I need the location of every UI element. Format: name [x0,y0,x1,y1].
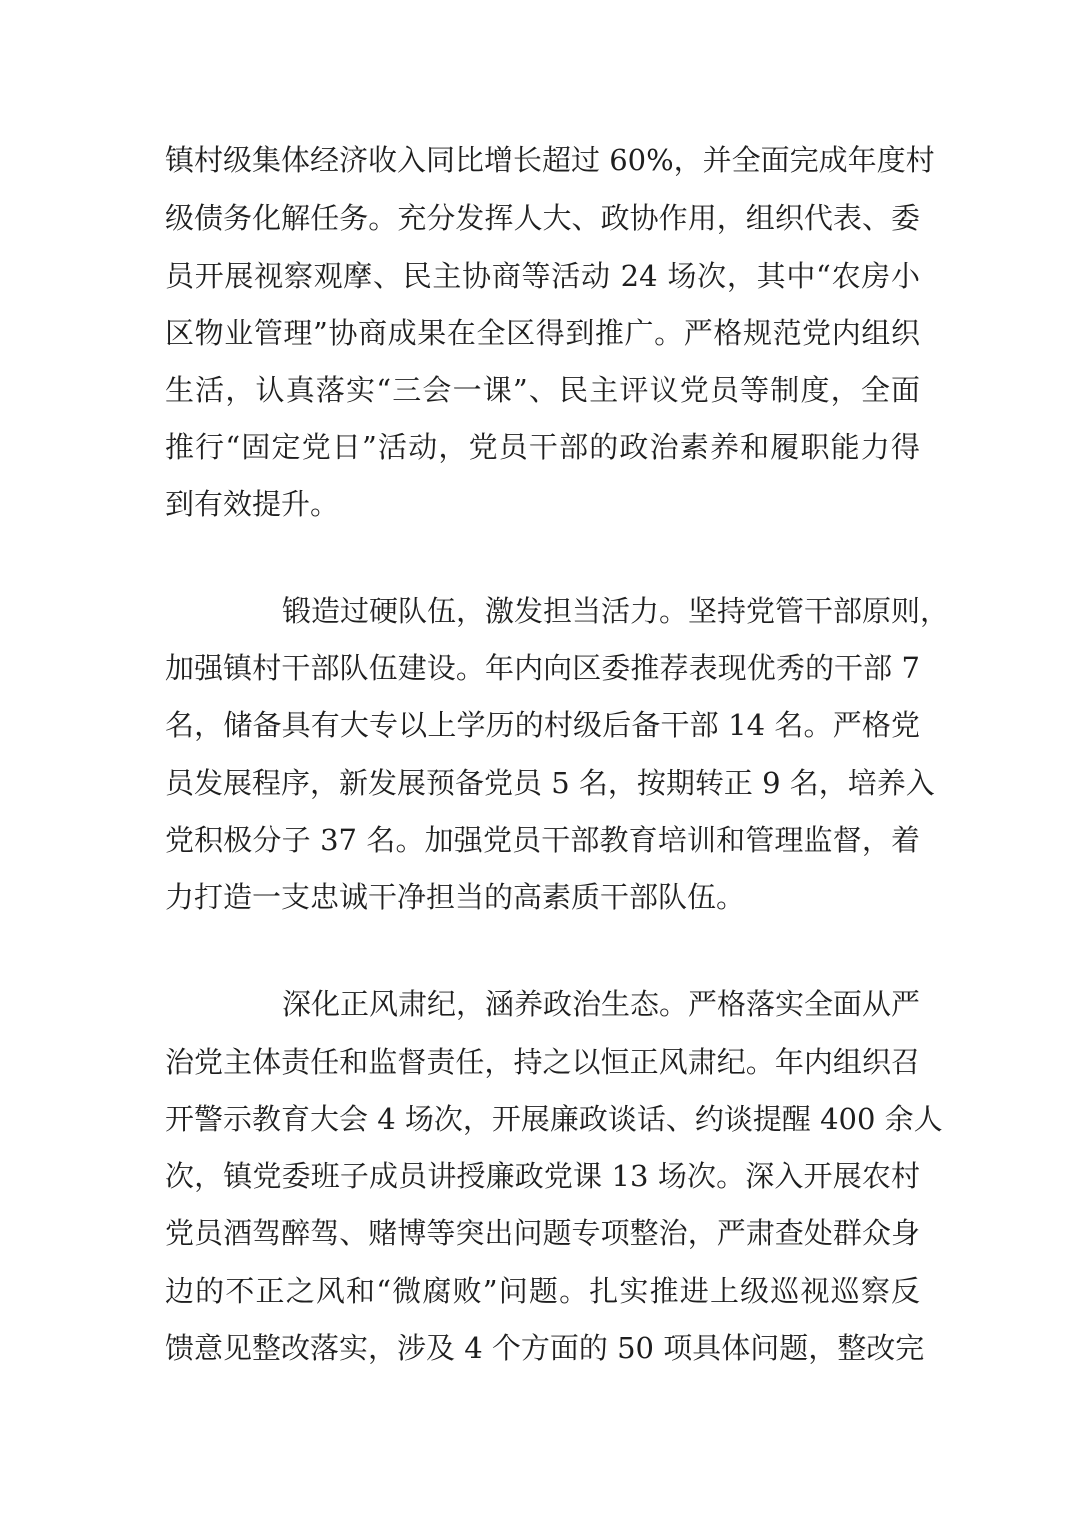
text-line: 力打造一支忠诚干净担当的高素质干部队伍。 [165,880,746,914]
text-line: 党积极分子 37 名。加强党员干部教育培训和管理监督，着 [165,823,920,857]
text-line: 锻造过硬队伍，激发担当活力。坚持党管干部原则， [282,594,950,628]
text-line: 到有效提升。 [165,487,340,521]
text-line: 深化正风肃纪，涵养政治生态。严格落实全面从严 [282,987,921,1021]
text-line: 镇村级集体经济收入同比增长超过 60%，并全面完成年度村 [165,143,935,177]
text-line: 开警示教育大会 4 场次，开展廉政谈话、约谈提醒 400 余人 [165,1102,943,1136]
text-line: 党员酒驾醉驾、赌博等突出问题专项整治，严肃查处群众身 [165,1216,920,1250]
text-line: 名，储备具有大专以上学历的村级后备干部 14 名。严格党 [165,708,920,742]
text-line: 加强镇村干部队伍建设。年内向区委推荐表现优秀的干部 7 [165,651,920,685]
text-line: 边的不正之风和“微腐败”问题。扎实推进上级巡视巡察反 [165,1274,920,1308]
text-line: 次，镇党委班子成员讲授廉政党课 13 场次。深入开展农村 [165,1159,920,1193]
text-line: 推行“固定党日”活动，党员干部的政治素养和履职能力得 [165,430,920,464]
text-line: 员开展视察观摩、民主协商等活动 24 场次，其中“农房小 [165,259,920,293]
text-line: 馈意见整改落实，涉及 4 个方面的 50 项具体问题，整改完 [165,1331,925,1365]
text-line: 治党主体责任和监督责任，持之以恒正风肃纪。年内组织召 [165,1045,920,1079]
text-line: 生活，认真落实“三会一课”、民主评议党员等制度，全面 [165,373,920,407]
text-line: 区物业管理”协商成果在全区得到推广。严格规范党内组织 [165,316,920,350]
text-line: 员发展程序，新发展预备党员 5 名，按期转正 9 名，培养入 [165,766,935,800]
text-line: 级债务化解任务。充分发挥人大、政协作用，组织代表、委 [165,201,920,235]
